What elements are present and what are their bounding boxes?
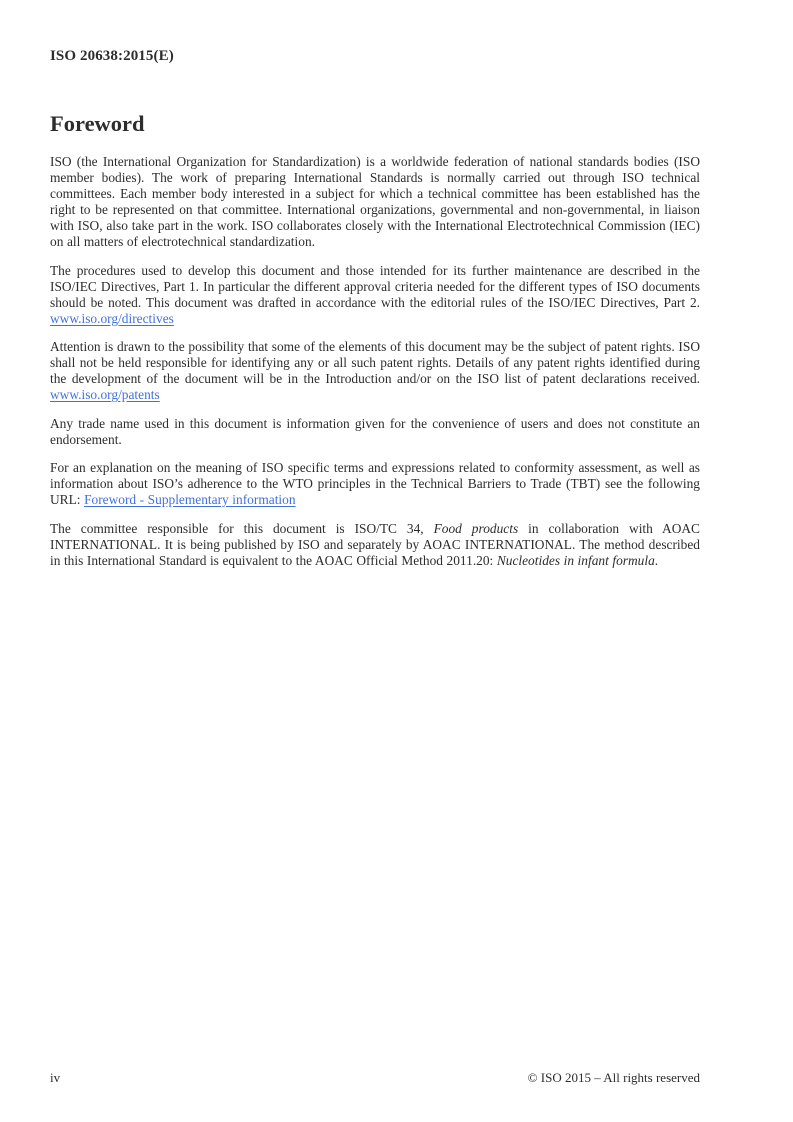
page-footer [50, 1070, 700, 1086]
page-title: Foreword [50, 111, 145, 136]
foreword-paragraph-2 [50, 263, 700, 327]
copyright-notice: © ISO 2015 – All rights reserved [527, 1070, 700, 1085]
text-segment: The procedures used to develop this document and those intended for its further maintenance are described in the ISO/IEC Directives, Part 1. In particular the different approval criteria needed for the different types of ISO documents should be noted. This document was drafted in accordance with the editorial rules of the ISO/IEC Directives, Part 2. [50, 262, 700, 310]
foreword-paragraph-5 [50, 460, 700, 508]
text-segment: ISO (the International Organization for Standardization) is a worldwide federation of national standards bodies (ISO member bodies). The work of preparing International Standards is normally carried out through ISO technical committees. Each member body interested in a subject for which a technical committee has been established has the right to be represented on that committee. International organizations, governmental and non-governmental, in liaison with ISO, also take part in the work. ISO collaborates closely with the International Electrotechnical Commission (IEC) on all matters of electrotechnical standardization. [50, 154, 700, 249]
foreword-paragraph-4 [50, 416, 700, 448]
foreword-paragraph-6 [50, 521, 700, 569]
foreword-paragraph-1 [50, 154, 700, 250]
body-text [50, 154, 700, 569]
iso-patents-link[interactable]: www.iso.org/patents [50, 387, 160, 402]
text-segment: The committee responsible for this document is ISO/TC 34, [50, 520, 434, 536]
running-header: ISO 20638:2015(E) [50, 48, 174, 64]
text-segment: Any trade name used in this document is information given for the convenience of users and does not constitute an endorsement. [50, 415, 700, 447]
page-number: iv [50, 1070, 61, 1085]
text-segment: Nucleotides in infant formula [496, 552, 655, 568]
iso-directives-link[interactable]: www.iso.org/directives [50, 310, 174, 326]
foreword-paragraph-3 [50, 339, 700, 403]
text-segment: For an explanation on the meaning of ISO specific terms and expressions related to conformity assessment, as well as information about ISO’s adherence to the WTO principles in the Technical Barriers to Trade (TBT) see the following URL: [50, 460, 700, 507]
text-segment: Food products [433, 520, 519, 536]
foreword-supplementary-information-link[interactable]: Foreword - Supplementary information [84, 492, 296, 507]
text-segment: Attention is drawn to the possibility that some of the elements of this document may be the subject of patent rights. ISO shall not be held responsible for identifying any or all such patent rights. Details of any patent rights identified during the development of the document will be in the Introduction and/or on the ISO list of patent declarations received. [50, 339, 700, 386]
text-segment: in collaboration with AOAC INTERNATIONAL. It is being published by ISO and separately by AOAC INTERNATIONAL. The method described in this International Standard is equivalent to the AOAC Official Method 2011.20: [50, 520, 700, 568]
text-segment: . [654, 552, 659, 568]
